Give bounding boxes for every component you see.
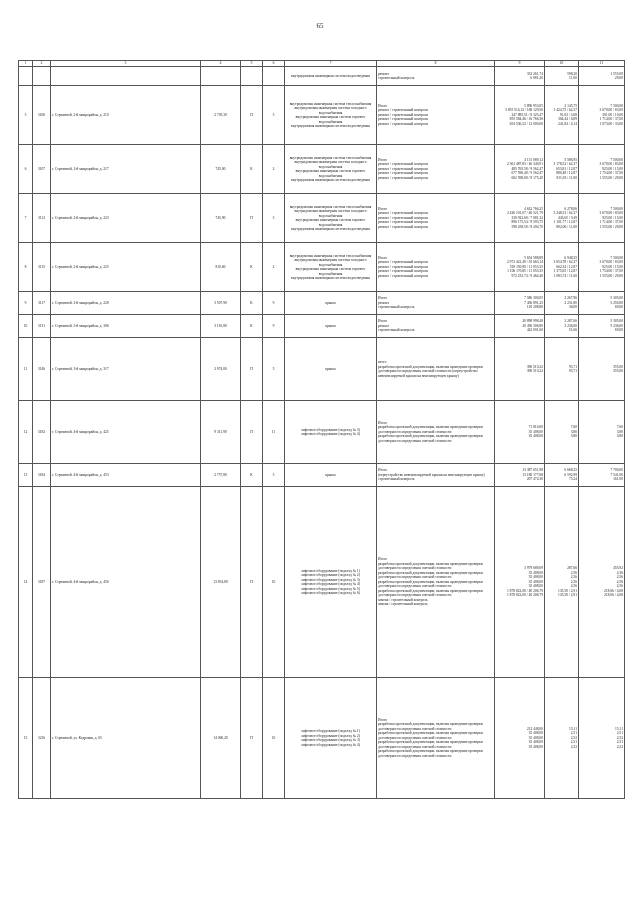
cell-cost: 5 896 953,05 3 855 514,12 / 168 129,56 247 885,51 / 8 325,47 855 584,46 / 16 766,56 654 536,52 / 12 000,00 xyxy=(495,86,545,145)
page-number: 65 xyxy=(316,22,324,30)
cell-address-code: 3182 xyxy=(33,401,51,464)
table-row xyxy=(19,86,625,145)
table-row xyxy=(19,194,625,243)
cell-area xyxy=(201,67,241,86)
cell-floors xyxy=(263,67,285,86)
cell-floors: 2 xyxy=(263,145,285,194)
column-header: 2 xyxy=(33,61,51,67)
cell-work-type: Итого ремонт / строительный контроль ремонт / строительный контроль ремонт / строительный контроль ремонт / строительный контроль xyxy=(377,86,495,145)
cell-system: лифтовое оборудование (подъезд № 1) лифтовое оборудование (подъезд № 2) лифтовое оборудование (подъезд № 3) лифтовое оборудование (подъезд № 4) xyxy=(285,678,377,799)
cell-cost-per-area: 2 267,96 2 231,80 36,00 xyxy=(545,292,579,315)
cell-floors: 9 xyxy=(263,315,285,338)
table-row xyxy=(19,67,625,86)
cell-row-number: 14 xyxy=(19,487,33,678)
cell-max-cost: 15,11 2,51 2,52 2,51 2,52 xyxy=(579,678,625,799)
cell-row-number: 11 xyxy=(19,338,33,401)
cell-material: К xyxy=(241,464,263,487)
cell-system: внутридомовая инженерная система теплоснабжения внутридомовая инженерная система холодного водоснабжения внутридомовая инженерная система горячего водоснабжения внутридомовая инженерная система водоотведения xyxy=(285,145,377,194)
cell-floors: 3 xyxy=(263,194,285,243)
cell-row-number: 12 xyxy=(19,401,33,464)
cell-system: внутридомовая инженерная система теплоснабжения внутридомовая инженерная система холодного водоснабжения внутридомовая инженерная система горячего водоснабжения внутридомовая инженерная система водоотведения xyxy=(285,86,377,145)
cell-material: П xyxy=(241,194,263,243)
cell-work-type: Итого (переустройство невентилируемой крыши на вентилируемую крышу) строительный контроль xyxy=(377,464,495,487)
cell-address-code: 3115 xyxy=(33,243,51,292)
cell-area: 745,90 xyxy=(201,194,241,243)
cell-row-number xyxy=(19,67,33,86)
cell-work-type: Итого ремонт / строительный контроль ремонт / строительный контроль ремонт / строительный контроль ремонт / строительный контроль xyxy=(377,145,495,194)
cell-address: г. Стрежевой, 2-й микрорайон, д. 228 xyxy=(51,292,201,315)
cell-row-number: 5 xyxy=(19,86,33,145)
cell-address-code: 3117 xyxy=(33,292,51,315)
cell-max-cost: 7,60 3,80 3,80 xyxy=(579,401,625,464)
column-header: 8 xyxy=(377,61,495,67)
cell-system: крыша xyxy=(285,338,377,401)
table-row xyxy=(19,464,625,487)
cell-address: г. Стрежевой, 2-й микрорайон, д. 210 xyxy=(51,86,201,145)
cell-work-type: Итого разработка проектной документации, включая проведение проверки достоверности определения сметной стоимости разработка проектной документации, включая проведение проверки достоверности определения сметной стоимости xyxy=(377,401,495,464)
cell-max-cost: 7 700,00 7 541,00 161,00 xyxy=(579,464,625,487)
cell-address: г. Стрежевой, ул. Кедровая, д. 65 xyxy=(51,678,201,799)
cell-cost: 5 654 588,89 2 972 441,49 / 55 663,14 518 150,90 / 11 053,35 1 106 170,85 / 11 053,35 972 233,74 / 9 464,40 xyxy=(495,243,545,292)
cell-cost-per-area: 6 948,35 3 654,78 / 62,37 662,34 / 12,87 1 375,65 / 12,87 1 083,74 / 11,00 xyxy=(545,243,579,292)
column-header: 11 xyxy=(579,61,625,67)
cell-work-type: Итого ремонт / строительный контроль ремонт / строительный контроль ремонт / строительный контроль ремонт / строительный контроль xyxy=(377,194,495,243)
cell-row-number: 8 xyxy=(19,243,33,292)
cell-max-cost: 7 500,00 3 670,00 / 83,00 301,00 / 10,00 1 714,00 / 37,00 1 073,00 / 33,00 xyxy=(579,86,625,145)
table-row xyxy=(19,243,625,292)
cell-system: крыша xyxy=(285,292,377,315)
table-row xyxy=(19,315,625,338)
cell-cost-per-area: 93,71 93,71 xyxy=(545,338,579,401)
cell-area: 810,60 xyxy=(201,243,241,292)
cell-material: П xyxy=(241,338,263,401)
cell-cost-per-area: 5 586,95 3 178,52 / 62,37 653,81 / 12,87 880,48 / 12,87 811,03 / 11,00 xyxy=(545,145,579,194)
cell-material xyxy=(241,67,263,86)
cell-address-code: 3106 xyxy=(33,86,51,145)
cell-cost-per-area: 6 668,25 6 592,99 75,24 xyxy=(545,464,579,487)
cell-floors: 2 xyxy=(263,243,285,292)
cell-row-number: 7 xyxy=(19,194,33,243)
cell-material: К xyxy=(241,145,263,194)
cell-address-code xyxy=(33,67,51,86)
cell-material: П xyxy=(241,86,263,145)
cell-address: г. Стрежевой, 4-й микрорайон, д. 453 xyxy=(51,464,201,487)
cell-cost: 3 979 689,09 35 408,00 35 408,00 35 408,00 35 408,00 1 878 822,00 / 40 206,79 1 878 822,00 / 40 206,79 xyxy=(495,487,545,678)
cell-cost-per-area: 15,11 2,51 2,52 2,51 2,52 xyxy=(545,678,579,799)
cell-max-cost: 7 500,00 3 670,00 / 83,00 925,00 / 15,00 1 714,00 / 37,00 1 555,00 / 29,00 xyxy=(579,194,625,243)
cell-area: 2 974,00 xyxy=(201,338,241,401)
cell-cost-per-area: 2 145,75 1 424,75 / 62,37 91,63 / 3,08 304,44 / 6,89 241,84 / 4,14 xyxy=(545,86,579,145)
cell-row-number: 9 xyxy=(19,292,33,315)
cell-cost: 7 586 300,05 7 456 891,25 129 208,80 xyxy=(495,292,545,315)
column-header: 1 xyxy=(19,61,33,67)
cell-area: 9 311,90 xyxy=(201,401,241,464)
cell-material: П xyxy=(241,487,263,678)
cell-work-type: Итого ремонт строительный контроль xyxy=(377,315,495,338)
cell-system: внутридомовая инженерная система теплоснабжения внутридомовая инженерная система холодного водоснабжения внутридомовая инженерная система горячего водоснабжения внутридомовая инженерная система водоотведения xyxy=(285,243,377,292)
cell-floors: 5 xyxy=(263,86,285,145)
cell-row-number: 6 xyxy=(19,145,33,194)
cell-floors: 5 xyxy=(263,464,285,487)
cell-cost-per-area: 598,20 11,00 xyxy=(545,67,579,86)
column-header: 5 xyxy=(241,61,263,67)
cell-material: П xyxy=(241,678,263,799)
cell-cost-per-area: 287,66 2,56 2,56 2,56 2,56 135,50 / 2,91 135,50 / 2,91 xyxy=(545,487,579,678)
cell-address: г. Стрежевой, 2-й микрорайон, д. 225 xyxy=(51,243,201,292)
cell-cost-per-area: 6 278,06 3 248,53 / 62,37 443,65 / 9,49 1 101,77 / 12,87 802,06 / 11,00 xyxy=(545,194,579,243)
cell-cost: 333 261,74 6 081,20 xyxy=(495,67,545,86)
cell-cost: 71 816,00 35 408,00 35 408,00 xyxy=(495,401,545,464)
cell-max-cost: 7 500,00 3 670,00 / 83,00 925,00 / 15,00 1 754,00 / 37,00 1 555,00 / 29,00 xyxy=(579,243,625,292)
column-header: 9 xyxy=(495,61,545,67)
column-header: 3 xyxy=(51,61,201,67)
cell-area: 14 060,20 xyxy=(201,678,241,799)
column-header: 10 xyxy=(545,61,579,67)
table-row xyxy=(19,678,625,799)
cell-cost-per-area: 3 287,66 3 236,00 51,66 xyxy=(545,315,579,338)
table-row xyxy=(19,487,625,678)
cell-address-code: 3146 xyxy=(33,338,51,401)
cell-cost: 4 151 089,12 2 361 487,83 / 46 340,91 485 765,58 / 9 562,47 677 596,40 / 9 562,47 602 598,00 / 8 175,20 xyxy=(495,145,545,194)
cell-area: 2 757,80 xyxy=(201,464,241,487)
cell-row-number: 13 xyxy=(19,464,33,487)
cell-address-code: 3107 xyxy=(33,145,51,194)
cell-cost: 212 448,00 35 408,00 35 408,00 35 408,00 35 408,00 xyxy=(495,678,545,799)
cell-area: 745,00 xyxy=(201,145,241,194)
cell-address xyxy=(51,67,201,86)
cell-system: крыша xyxy=(285,315,377,338)
cell-work-type: Итого разработка проектной документации, включая проведение проверки достоверности определения сметной стоимости разработка проектной документации, включая проведение проверки достоверности определения сметной стоимости разработка проектной документации, включая проведение проверки достоверности определения сметной стоимости разработка проектной документации, включая проведение проверки достоверности определения сметной стоимости xyxy=(377,678,495,799)
cell-floors: 10 xyxy=(263,678,285,799)
cell-cost-per-area: 7,60 3,80 3,80 xyxy=(545,401,579,464)
cell-material: К xyxy=(241,292,263,315)
cell-address: г. Стрежевой, 2-й микрорайон, д. 217 xyxy=(51,145,201,194)
cell-max-cost: 1 555,00 29,00 xyxy=(579,67,625,86)
cell-work-type: Итого разработка проектной документации, включая проведение проверки достоверности определения сметной стоимости разработка проектной документации, включая проведение проверки достоверности определения сметной стоимости разработка проектной документации, включая проведение проверки достоверности определения сметной стоимости разработка проектной документации, включая проведение проверки достоверности определения сметной стоимости замена / строительный контроль замена / строительный контроль xyxy=(377,487,495,678)
cell-area: 3 507,90 xyxy=(201,292,241,315)
cell-floors: 10 xyxy=(263,487,285,678)
table-row xyxy=(19,338,625,401)
cell-system: внутридомовая инженерная система теплоснабжения внутридомовая инженерная система холодного водоснабжения внутридомовая инженерная система горячего водоснабжения внутридомовая инженерная система водоотведения xyxy=(285,194,377,243)
cell-address: г. Стрежевой, 3-й микрорайон, д. 317 xyxy=(51,338,201,401)
cell-address-code: 3184 xyxy=(33,464,51,487)
cell-address: г. Стрежевой, 3-й микрорайон, д. 306 xyxy=(51,315,201,338)
cell-max-cost: 5 305,00 5 250,00 69,00 xyxy=(579,292,625,315)
cell-area: 3 181,80 xyxy=(201,315,241,338)
column-header: 6 xyxy=(263,61,285,67)
register-table xyxy=(18,60,625,799)
cell-address: г. Стрежевой, 2-й микрорайон, д. 223 xyxy=(51,194,201,243)
cell-area: 13 854,80 xyxy=(201,487,241,678)
cell-work-type: Итого ремонт / строительный контроль ремонт / строительный контроль ремонт / строительный контроль ремонт / строительный контроль xyxy=(377,243,495,292)
cell-area: 2 705,30 xyxy=(201,86,241,145)
cell-system: лифтовое оборудование (подъезд № 1) лифтовое оборудование (подъезд № 2) лифтовое оборудование (подъезд № 3) лифтовое оборудование (подъезд № 4) лифтовое оборудование (подъезд № 5) лифтовое оборудование (подъезд № 6) xyxy=(285,487,377,678)
cell-cost: 13 387 651,98 13 180 177,68 207 474,30 xyxy=(495,464,545,487)
cell-work-type: итого разработка проектной документации, включая проведение проверки достоверности определения сметной стоимости (переустройство невентилируемой крыши на вентилируемую крышу) xyxy=(377,338,495,401)
cell-cost: 20 898 998,40 20 456 306,80 442 691,60 xyxy=(495,315,545,338)
cell-address-code: 3216 xyxy=(33,678,51,799)
cell-work-type: ремонт строительный контроль xyxy=(377,67,495,86)
cell-system: крыша xyxy=(285,464,377,487)
cell-material: П xyxy=(241,401,263,464)
cell-cost: 396 510,22 396 510,22 xyxy=(495,338,545,401)
cell-address-code: 3131 xyxy=(33,315,51,338)
cell-max-cost: 355,00 355,00 xyxy=(579,338,625,401)
cell-material: К xyxy=(241,315,263,338)
column-header: 4 xyxy=(201,61,241,67)
cell-floors: 11 xyxy=(263,401,285,464)
cell-floors: 9 xyxy=(263,292,285,315)
cell-floors: 5 xyxy=(263,338,285,401)
cell-work-type: Итого ремонт строительный контроль xyxy=(377,292,495,315)
cell-cost: 4 632 766,25 2 426 101,07 / 46 521,79 330 922,60 / 7 081,32 896 175,54 / 9 593,75 598 258,50 / 8 204,70 xyxy=(495,194,545,243)
cell-row-number: 10 xyxy=(19,315,33,338)
cell-address: г. Стрежевой, 4-й микрорайон, д. 425 xyxy=(51,401,201,464)
cell-max-cost: 5 305,00 5 236,00 69,00 xyxy=(579,315,625,338)
cell-address-code: 3112 xyxy=(33,194,51,243)
cell-address: г. Стрежевой, 4-й микрорайон, д. 456 xyxy=(51,487,201,678)
cell-address-code: 3187 xyxy=(33,487,51,678)
cell-row-number: 15 xyxy=(19,678,33,799)
table-row xyxy=(19,401,625,464)
cell-system: внутридомовая инженерная система водоотведения xyxy=(285,67,377,86)
cell-max-cost: 455,92 2,56 2,56 2,56 2,56 218,66 / 4,68 218,66 / 4,68 xyxy=(579,487,625,678)
table-row xyxy=(19,292,625,315)
cell-system: лифтовое оборудование (подъезд № 3) лифтовое оборудование (подъезд № 4) xyxy=(285,401,377,464)
cell-material: К xyxy=(241,243,263,292)
cell-max-cost: 7 500,00 3 670,00 / 83,00 925,00 / 15,00 1 754,00 / 37,00 1 555,00 / 29,00 xyxy=(579,145,625,194)
column-header: 7 xyxy=(285,61,377,67)
table-row xyxy=(19,145,625,194)
